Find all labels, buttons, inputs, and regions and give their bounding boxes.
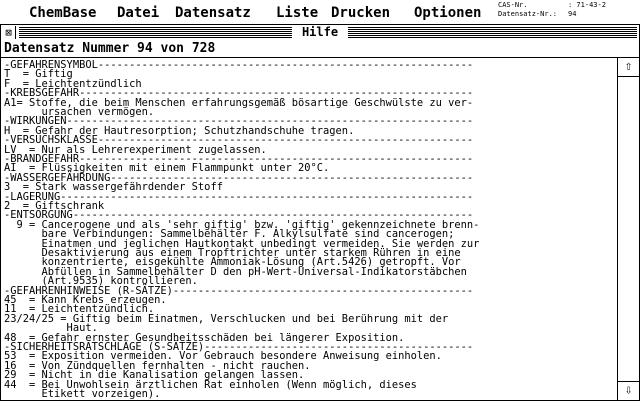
help-text-line: 48 = Gefahr ernster Gesundheitsschäden bei längerer Exposition.	[4, 331, 405, 344]
scroll-down-arrow-icon[interactable]: ⇩	[618, 381, 639, 400]
scroll-up-arrow-icon[interactable]: ⇧	[618, 58, 639, 77]
record-number-value: 94	[568, 10, 577, 18]
help-text-line: -WASSERGEFÄHRDUNG----------------------------------------------------------	[4, 171, 474, 184]
help-text-line: 29 = Nicht in die Kanalisation gelangen lassen.	[4, 369, 305, 382]
help-text-line: -KREBSGEFAHR---------------------------------------------------------------	[4, 87, 474, 100]
help-text-line: ursachen vermögen.	[4, 106, 155, 118]
record-number-label: Datensatz-Nr.:	[498, 10, 558, 18]
vertical-scrollbar[interactable]	[617, 58, 640, 401]
close-box-icon[interactable]: ⊠	[2, 26, 16, 39]
help-text-line: 53 = Exposition vermeiden. Vor Gebrauch besondere Anweisung einholen.	[4, 350, 442, 363]
menu-datei[interactable]: Datei	[117, 5, 160, 21]
help-text-line: 11 = Leichtentzündlich.	[4, 303, 155, 316]
help-text-line: -LAGERUNG------------------------------------------------------------------	[4, 190, 474, 203]
help-text-line: LV = Nur als Lehrerexperiment zugelassen.	[4, 143, 267, 156]
help-text-line: F = Leichtentzündlich	[4, 77, 142, 90]
help-text-line: T = Giftig	[4, 68, 73, 81]
help-text-line: -GEFAHRENSYMBOL------------------------------------------------------------	[4, 59, 474, 71]
help-text-line: -BRANDGEFAHR---------------------------------------------------------------	[4, 153, 474, 165]
menu-bar	[0, 0, 640, 25]
cas-value: : 71-43-2	[568, 1, 606, 9]
help-text-line: Abfüllen in Sammelbehälter D den pH-Wert-Universal-Indikatorstäbchen	[4, 265, 467, 278]
help-text-line: 23/24/25 = Giftig beim Einatmen, Verschlucken und bei Berührung mit der	[4, 312, 449, 325]
menu-drucken[interactable]: Drucken	[331, 5, 391, 21]
menu-liste[interactable]: Liste	[276, 5, 319, 21]
window-title: Hilfe	[292, 25, 348, 40]
menu-optionen[interactable]: Optionen	[414, 5, 482, 21]
help-text-line: 9 = Cancerogene und als 'sehr giftig' bzw. 'giftig' gekennzeichnete brenn-	[4, 218, 480, 231]
help-text-line: Desaktivierung aus einem Tropftrichter unter starkem Rühren in eine	[4, 247, 461, 259]
record-header	[0, 40, 640, 58]
cas-label: CAS-Nr.	[498, 1, 528, 9]
help-text-line: -ENTSORGUNG----------------------------------------------------------------	[4, 209, 474, 222]
help-text-line: -SICHERHEITSRATSCHLÄGE (S-SÄTZE)-------------------------------------------	[4, 341, 474, 353]
help-text-line: A1= Stoffe, die beim Menschen erfahrungsgemäß bösartige Geschwülste zu ver-	[4, 96, 474, 109]
help-text-line: Etikett vorzeigen).	[4, 388, 161, 400]
help-text-line: 3 = Stark wassergefährdender Stoff	[4, 181, 223, 194]
help-text-line: konzentrierte, eisgekühlte Ammoniak-Lösung (Art.5426) getropft. Vor	[4, 256, 461, 269]
help-text-line: (Art.9535) kontrollieren.	[4, 275, 198, 288]
record-header-text: Datensatz Nummer 94 von 728	[4, 41, 216, 56]
window-title-bar[interactable]	[0, 24, 640, 41]
help-text-line: 2 = Giftschrank	[4, 200, 105, 212]
help-text-line: Haut.	[4, 322, 98, 335]
help-text-area	[0, 58, 618, 401]
help-text-line: H = Gefahr der Hautresorption; Schutzhandschuhe tragen.	[4, 124, 355, 137]
menu-app-chembase[interactable]: ChemBase	[29, 5, 97, 21]
cas-info	[498, 1, 606, 19]
help-text-line: bare Verbindungen: Sammelbehälter F. Alkylsulfate sind cancerogen;	[4, 228, 455, 241]
help-text-line: -WIRKUNGEN-----------------------------------------------------------------	[4, 115, 474, 128]
help-text-line: 45 = Kann Krebs erzeugen.	[4, 294, 167, 306]
help-text-line: AI = Flüssigkeiten mit einem Flammpunkt unter 20°C.	[4, 162, 330, 175]
help-text-line: 16 = Von Zündquellen fernhalten - nicht rauchen.	[4, 359, 311, 372]
help-text-line: -GEFAHRENHINWEISE (R-SÄTZE)------------------------------------------------	[4, 284, 474, 297]
help-text-line: 44 = Bei Unwohlsein ärztlichen Rat einholen (Wenn möglich, dieses	[4, 378, 417, 391]
menu-datensatz[interactable]: Datensatz	[175, 5, 251, 21]
help-text-line: Einatmen und jeglichen Hautkontakt unbedingt vermeiden. Sie werden zur	[4, 237, 480, 250]
help-text-line: -VERSUCHSKLASSE------------------------------------------------------------	[4, 134, 474, 147]
